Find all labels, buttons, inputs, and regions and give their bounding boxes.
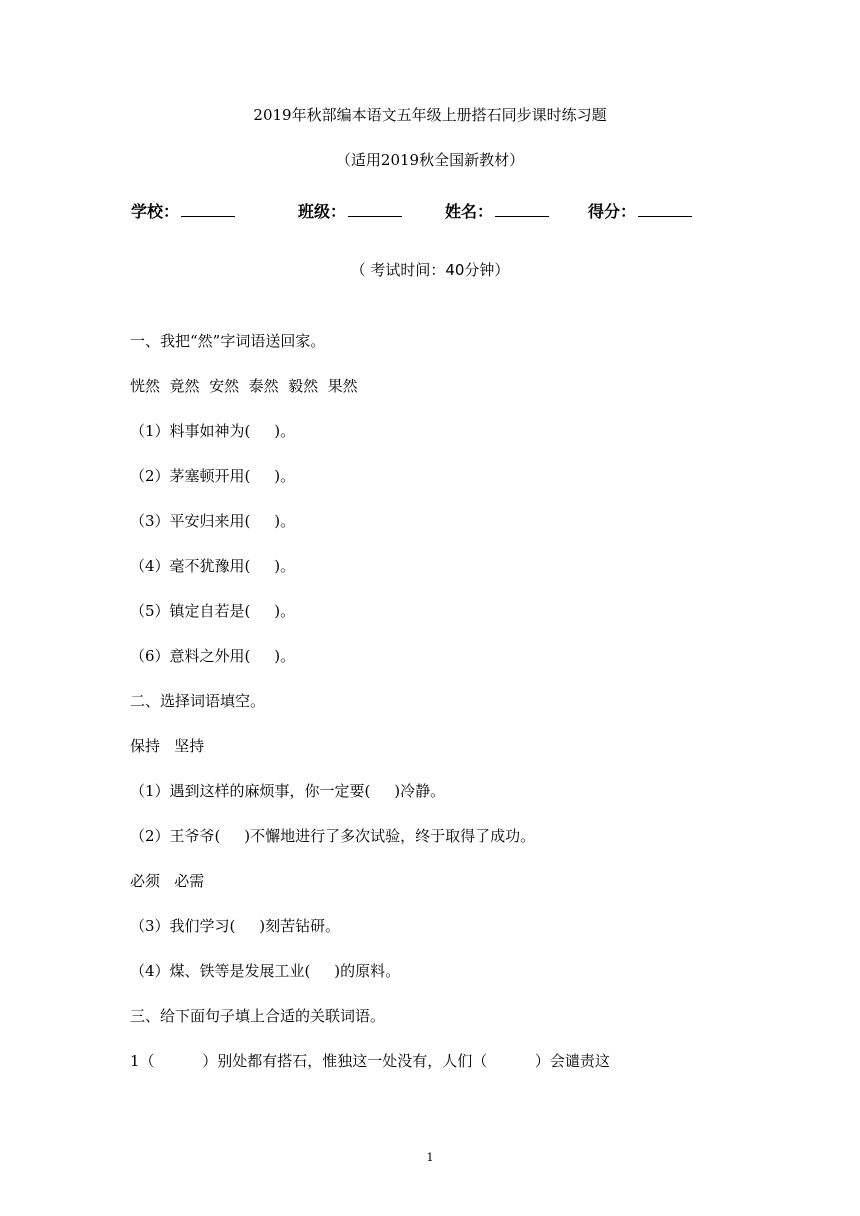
- school-label: 学校：: [131, 202, 180, 221]
- section-2-item: （2）王爷爷( )不懈地进行了多次试验，终于取得了成功。: [130, 827, 536, 845]
- section-3-heading: 三、给下面句子填上合适的关联词语。: [130, 1007, 386, 1025]
- section-1-item: （2）茅塞顿开用( )。: [130, 467, 296, 485]
- name-field: [445, 198, 549, 225]
- document-subtitle: （适用2019秋全国新教材）: [335, 151, 525, 169]
- section-2-word-bank: 必须 必需: [130, 872, 205, 890]
- school-field: [131, 198, 235, 225]
- class-field: [298, 198, 402, 225]
- name-blank: [495, 198, 549, 217]
- section-2-item: （4）煤、铁等是发展工业( )的原料。: [130, 962, 401, 980]
- score-label: 得分：: [588, 202, 637, 221]
- score-blank: [638, 198, 692, 217]
- score-field: [588, 198, 692, 225]
- section-3-item: 1（ ）别处都有搭石，惟独这一处没有，人们（ ）会谴责这: [130, 1052, 610, 1070]
- school-blank: [181, 198, 235, 217]
- section-2-heading: 二、选择词语填空。: [130, 692, 266, 710]
- section-2-word-bank: 保持 坚持: [130, 737, 205, 755]
- section-2-item: （3）我们学习( )刻苦钻研。: [130, 917, 341, 935]
- section-2-item: （1）遇到这样的麻烦事，你一定要( )冷静。: [130, 782, 446, 800]
- section-1-word-bank: 恍然 竟然 安然 泰然 毅然 果然: [130, 377, 358, 395]
- section-1-item: （5）镇定自若是( )。: [130, 602, 296, 620]
- section-1-item: （6）意料之外用( )。: [130, 647, 296, 665]
- section-1-heading: 一、我把“然”字词语送回家。: [130, 332, 326, 350]
- section-1-item: （4）毫不犹豫用( )。: [130, 557, 296, 575]
- exam-time: （ 考试时间：40分钟）: [350, 261, 510, 279]
- page-number: 1: [426, 1151, 434, 1164]
- document-title: 2019年秋部编本语文五年级上册搭石同步课时练习题: [253, 106, 607, 124]
- section-1-item: （3）平安归来用( )。: [130, 512, 296, 530]
- section-1-item: （1）料事如神为( )。: [130, 422, 296, 440]
- student-info-row: [0, 198, 860, 226]
- class-label: 班级：: [298, 202, 347, 221]
- name-label: 姓名：: [445, 202, 494, 221]
- class-blank: [348, 198, 402, 217]
